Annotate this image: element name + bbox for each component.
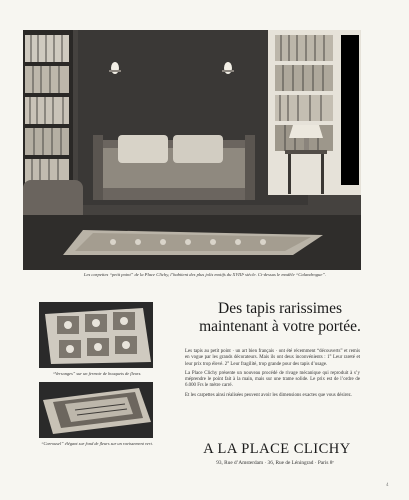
- headline-line-1: Des tapis rarissimes: [218, 300, 342, 317]
- rug-photo-carrousel: [39, 382, 153, 438]
- rug-flowers-illustration: [39, 302, 153, 368]
- rug-geometric-illustration: [39, 382, 153, 438]
- page-number: 4: [386, 483, 389, 488]
- body-text: [185, 349, 360, 402]
- body-paragraph-2: La Place Clichy présente un nouveau procédé de rivage mécanique qui reproduit à s’y méprendre le point fait à la main, mais sur une trame solide. Le prix est de l’ordre de 6.000 Frs le mètre carré.: [185, 370, 360, 389]
- body-paragraph-3: Et les carpettes ainsi réalisées peuvent avoir les dimensions exactes que vous désirez.: [185, 392, 352, 398]
- rug-photo-versonges: [39, 302, 153, 368]
- store-address: 93, Rue d’Amsterdam · 36, Rue de Léningrad · Paris 8ᵉ: [216, 460, 334, 466]
- main-photo-caption: Les carpettes “petit point” de la Place Clichy, l’habitent des plus jolis motifs du XVIIIᵉ siècle. Ci-dessus le modèle “Calandrogue”.: [83, 272, 327, 277]
- headline: [190, 300, 370, 336]
- brand-name: A LA PLACE CLICHY: [203, 441, 351, 457]
- main-photo: [23, 30, 361, 270]
- right-bookshelf: [268, 30, 361, 195]
- left-bookshelf: [23, 30, 73, 195]
- daybed: [93, 135, 255, 200]
- room-illustration: [23, 30, 361, 270]
- headline-line-2: maintenant à votre portée.: [199, 318, 361, 335]
- rug-caption-versonges: “Versonges” sur un fermoir de bouquets de fleurs.: [52, 371, 142, 376]
- rug-caption-carrousel: “Carrousel” élégant sur fond de fleurs sur un ravissement vert.: [41, 441, 153, 446]
- body-paragraph-1: Les tapis au petit point · un art bien français · ont été récemment “découverts” et remis en vogue par les grands décorateurs. Mais ils ont deux inconvénients : 1° Leur rareté et leur prix trop élevé. 2° Leur fragilité, trop grande pour des tapis d’usage.: [185, 349, 360, 367]
